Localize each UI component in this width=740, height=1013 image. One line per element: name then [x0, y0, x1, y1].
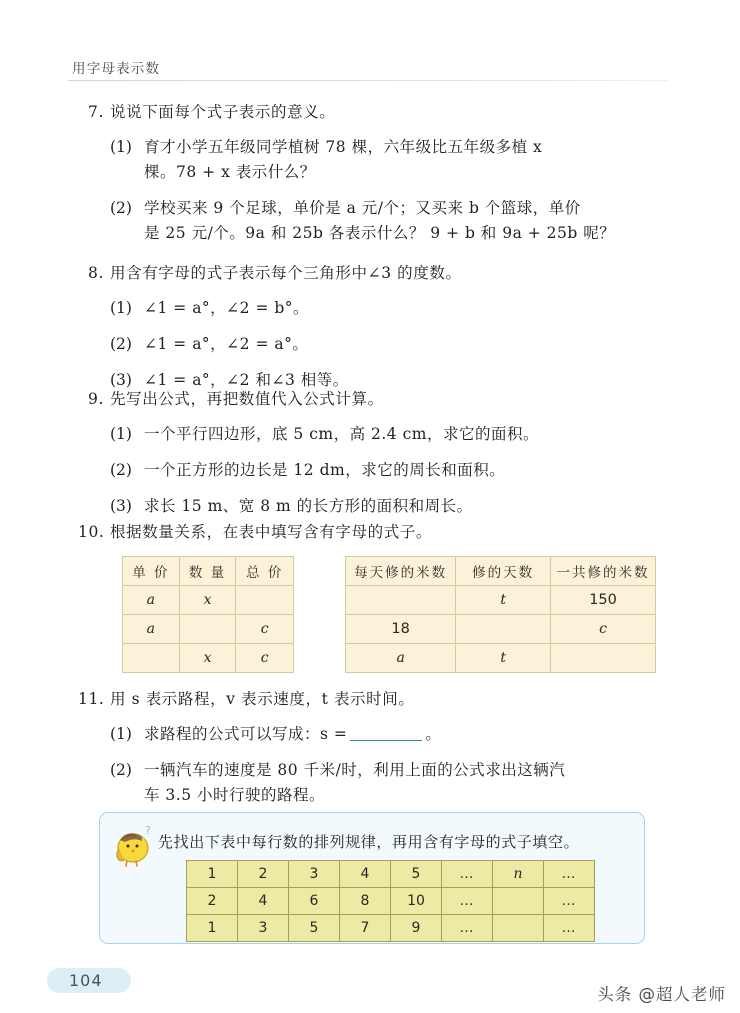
cell-r2c1 [346, 615, 456, 644]
pattern-r3c2: 3 [238, 915, 289, 942]
table-row [187, 888, 595, 915]
problem-8-title: 用含有字母的式子表示每个三角形中∠3 的度数。 [110, 264, 462, 282]
cell-r1c1-value: a [146, 592, 156, 608]
col-header-days: 修的天数 [456, 557, 551, 586]
problem-8 [78, 261, 678, 393]
pattern-r3c7-blank[interactable] [493, 915, 544, 942]
pattern-r1c3: 3 [289, 861, 340, 888]
pattern-r1c7: n [493, 861, 544, 888]
problem-10 [78, 520, 678, 544]
cell-r3c2-value: x [203, 650, 212, 666]
problem-11 [78, 687, 678, 808]
pattern-r3c1: 1 [187, 915, 238, 942]
problem-11-sub-2-label: (2) [110, 761, 132, 780]
problem-11-heading [78, 687, 678, 711]
table-header-row [123, 557, 294, 586]
problem-10-number: 10. [78, 523, 105, 541]
pattern-r1c1: 1 [187, 861, 238, 888]
problem-7-heading [78, 100, 678, 124]
pattern-r1c4: 4 [340, 861, 391, 888]
pattern-r2c3: 6 [289, 888, 340, 915]
cell-r3c1-value: a [396, 650, 405, 666]
cell-r1c3 [551, 586, 656, 615]
table-row [123, 644, 294, 673]
cell-r2c1 [123, 615, 180, 644]
cell-r2c2-value [502, 621, 504, 637]
cell-r1c1-value [400, 592, 402, 608]
daily-repair-table [345, 556, 656, 673]
cell-r3c1 [123, 644, 180, 673]
table-row [123, 615, 294, 644]
pattern-r2c1: 2 [187, 888, 238, 915]
chick-thinking-icon [110, 822, 158, 868]
cell-r2c3 [236, 615, 294, 644]
col-header-quantity: 数 量 [179, 557, 236, 586]
problem-11-sub-1 [78, 722, 678, 747]
problem-8-sub-2-body: ∠1 = a°，∠2 = a°。 [144, 335, 309, 354]
cell-r2c2-value [207, 621, 209, 637]
price-quantity-total-table [122, 556, 294, 673]
problem-11-sub-2-body [144, 758, 678, 808]
problem-9-sub-1-body: 一个平行四边形，底 5 cm，高 2.4 cm，求它的面积。 [144, 425, 539, 444]
cell-r3c2 [179, 644, 236, 673]
problem-7-sub-1-line2: 棵。78 + x 表示什么？ [144, 163, 316, 182]
problem-11-number: 11. [78, 690, 105, 708]
pattern-r3c3: 5 [289, 915, 340, 942]
problem-11-sub-2-line2: 车 3.5 小时行驶的路程。 [144, 786, 326, 805]
svg-text:?: ? [145, 824, 151, 837]
problem-11-title: 用 s 表示路程，v 表示速度，t 表示时间。 [110, 690, 415, 708]
cell-r2c3-value: c [599, 621, 607, 637]
running-header [68, 57, 668, 81]
problem-7-sub-2 [78, 196, 678, 246]
pattern-activity-prompt: 先找出下表中每行数的排列规律，再用含有字母的式子填空。 [158, 833, 580, 851]
cell-r3c3-value: c [260, 650, 269, 666]
cell-r3c3-value [602, 650, 604, 666]
running-header-title: 用字母表示数 [72, 61, 161, 77]
problem-11-sub-1-text: 求路程的公式可以写成：s = [144, 725, 348, 744]
problem-8-sub-1-label: (1) [110, 299, 132, 318]
cell-r2c2 [179, 615, 236, 644]
problem-9-sub-2-body: 一个正方形的边长是 12 dm，求它的周长和面积。 [144, 461, 506, 480]
cell-r1c3-value: 150 [589, 592, 617, 608]
cell-r1c2-value: t [500, 592, 506, 608]
pattern-r3c6: … [442, 915, 493, 942]
cell-r1c1 [123, 586, 180, 615]
pattern-r2c8: … [544, 888, 595, 915]
cell-r3c1-value [150, 650, 152, 666]
problem-7-number: 7. [88, 103, 104, 121]
problem-10-title: 根据数量关系，在表中填写含有字母的式子。 [110, 523, 433, 541]
number-pattern-table [186, 860, 595, 942]
problem-8-number: 8. [88, 264, 104, 282]
col-header-total-meters: 一共修的米数 [551, 557, 656, 586]
problem-9-sub-3-body: 求长 15 m、宽 8 m 的长方形的面积和周长。 [144, 497, 473, 516]
problem-11-sub-1-body [144, 722, 678, 747]
pattern-r2c5: 10 [391, 888, 442, 915]
table-row [346, 615, 656, 644]
problem-7-title: 说说下面每个式子表示的意义。 [110, 103, 336, 121]
cell-r2c3-value: c [260, 621, 269, 637]
page-number-pill [47, 968, 131, 993]
problem-9-sub-2 [78, 458, 678, 483]
table-header-row [346, 557, 656, 586]
pattern-r1c8: … [544, 861, 595, 888]
problem-9-title: 先写出公式，再把数值代入公式计算。 [110, 390, 384, 408]
problem-7-sub-1-label: (1) [110, 138, 132, 157]
problem-8-heading [78, 261, 678, 285]
cell-r1c3 [236, 586, 294, 615]
table-row [187, 861, 595, 888]
pattern-r2c7-blank[interactable] [493, 888, 544, 915]
problem-11-sub-2 [78, 758, 678, 808]
table-row [187, 915, 595, 942]
problem-11-sub-1-suffix: 。 [425, 725, 442, 744]
problem-7-sub-2-line2: 是 25 元/个。9a 和 25b 各表示什么？ 9 + b 和 9a + 25b 呢？ [144, 224, 616, 243]
cell-r3c2 [456, 644, 551, 673]
pattern-r3c5: 9 [391, 915, 442, 942]
cell-r1c3-value [264, 592, 266, 608]
problem-7-sub-2-line1: 学校买来 9 个足球，单价是 a 元/个；又买来 b 个篮球，单价 [144, 199, 581, 218]
page-number: 104 [69, 971, 103, 990]
problem-9-sub-3-label: (3) [110, 497, 132, 516]
cell-r1c1 [346, 586, 456, 615]
problem-9-sub-2-label: (2) [110, 461, 132, 480]
col-header-unit-price: 单 价 [123, 557, 180, 586]
problem-7-sub-1-body [144, 135, 678, 185]
problem-8-sub-2 [78, 332, 678, 357]
cell-r2c1-value: a [146, 621, 156, 637]
problem-11-sub-2-line1: 一辆汽车的速度是 80 千米/时，利用上面的公式求出这辆汽 [144, 761, 566, 780]
problem-11-sub-1-label: (1) [110, 725, 132, 744]
pattern-r1c2: 2 [238, 861, 289, 888]
formula-answer-blank[interactable] [350, 740, 422, 741]
problem-8-sub-1 [78, 296, 678, 321]
problem-7 [78, 100, 678, 246]
problem-7-sub-2-body [144, 196, 678, 246]
problem-9-number: 9. [88, 390, 104, 408]
problem-8-sub-2-label: (2) [110, 335, 132, 354]
cell-r2c1-value: 18 [391, 621, 410, 637]
cell-r1c2 [179, 586, 236, 615]
col-header-total-price: 总 价 [236, 557, 294, 586]
table-row [346, 644, 656, 673]
table-row [123, 586, 294, 615]
problem-7-sub-1-line1: 育才小学五年级同学植树 78 棵，六年级比五年级多植 x [144, 138, 543, 157]
pattern-activity-panel [99, 812, 645, 944]
problem-7-sub-1 [78, 135, 678, 185]
problem-7-sub-2-label: (2) [110, 199, 132, 218]
cell-r3c2-value: t [500, 650, 506, 666]
problem-9-sub-3 [78, 494, 678, 519]
pattern-r3c8: … [544, 915, 595, 942]
pattern-r1c6: … [442, 861, 493, 888]
cell-r1c2-value: x [203, 592, 212, 608]
pattern-r2c2: 4 [238, 888, 289, 915]
pattern-r3c4: 7 [340, 915, 391, 942]
pattern-r2c6: … [442, 888, 493, 915]
problem-8-sub-3-label: (3) [110, 371, 132, 390]
problem-9-sub-1 [78, 422, 678, 447]
col-header-meters-per-day: 每天修的米数 [346, 557, 456, 586]
problem-9 [78, 387, 678, 519]
problem-9-sub-1-label: (1) [110, 425, 132, 444]
cell-r1c2 [456, 586, 551, 615]
pattern-r2c4: 8 [340, 888, 391, 915]
table-row [346, 586, 656, 615]
header-divider [68, 80, 668, 81]
problem-9-heading [78, 387, 678, 411]
cell-r3c1 [346, 644, 456, 673]
problem-8-sub-1-body: ∠1 = a°，∠2 = b°。 [144, 299, 310, 318]
problem-8-sub-3-body: ∠1 = a°，∠2 和∠3 相等。 [144, 371, 349, 390]
problem-10-heading [78, 520, 678, 544]
cell-r2c2 [456, 615, 551, 644]
cell-r3c3 [551, 644, 656, 673]
watermark: 头条 @超人老师 [597, 985, 726, 1004]
cell-r3c3 [236, 644, 294, 673]
pattern-r1c5: 5 [391, 861, 442, 888]
cell-r2c3 [551, 615, 656, 644]
